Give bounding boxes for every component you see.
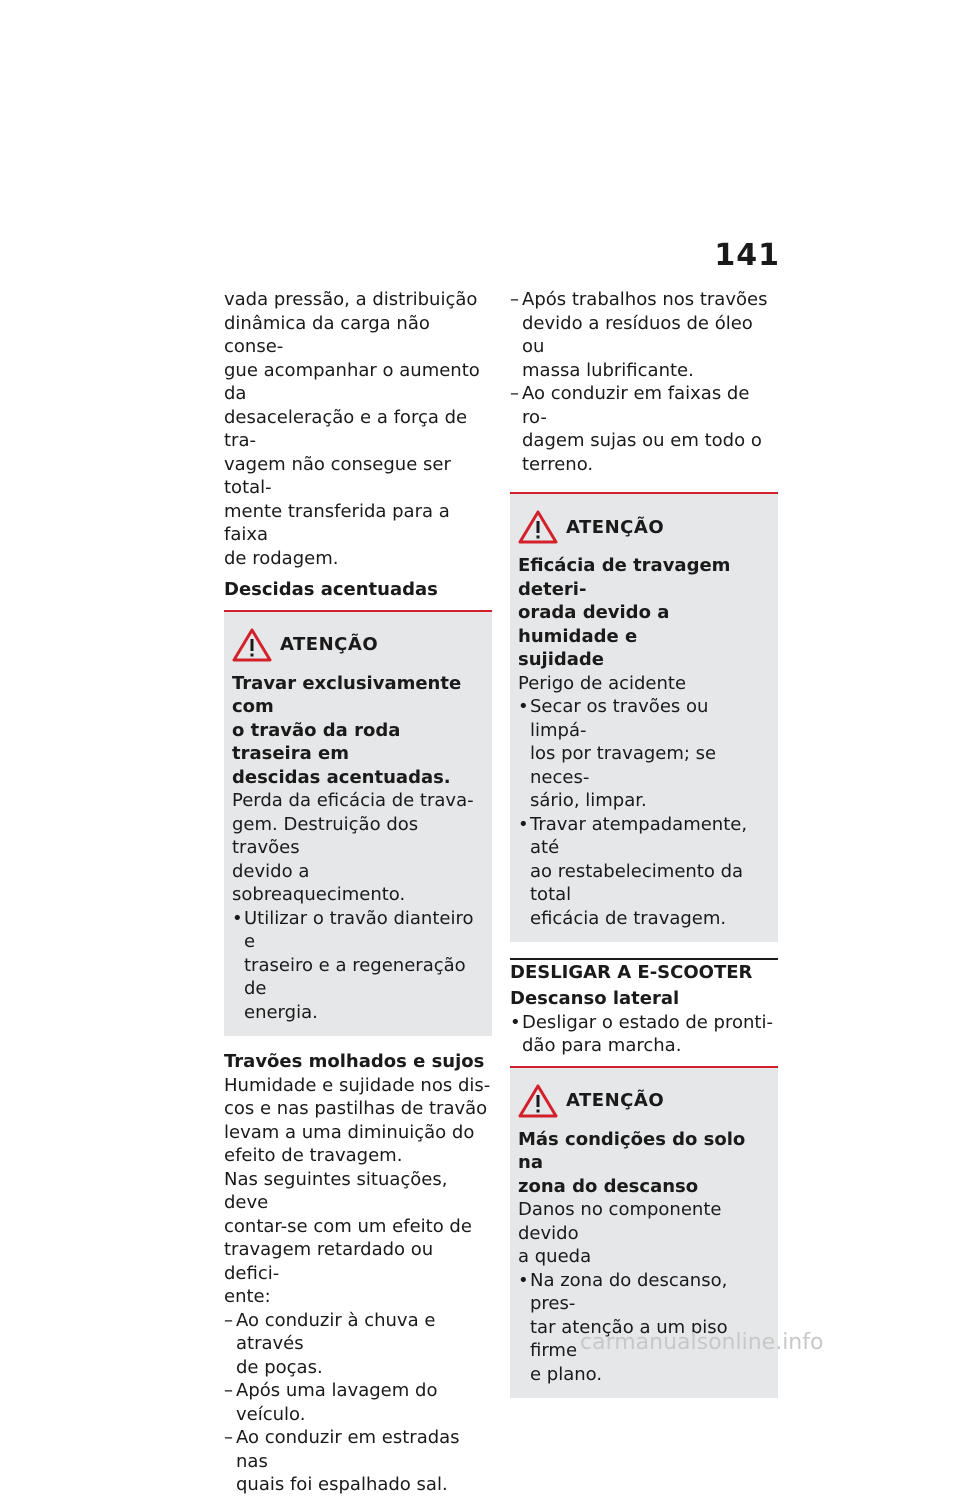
heading-descanso: Descanso lateral bbox=[510, 988, 680, 1009]
dash-item bbox=[224, 1309, 492, 1380]
warning-strong-line: Travar exclusivamente com bbox=[232, 672, 462, 717]
intro-line: de rodagem. bbox=[224, 547, 339, 569]
dash-item bbox=[510, 288, 778, 382]
bullet-mark: • bbox=[232, 907, 243, 929]
heading-descidas: Descidas acentuadas bbox=[224, 579, 438, 600]
dash-mark: – bbox=[510, 289, 519, 310]
warning-strong-line: Eficácia de travagem deteri- bbox=[518, 555, 731, 600]
bullet-line: tar atenção a um piso firme bbox=[530, 1316, 728, 1361]
dash-line: Após trabalhos nos travões bbox=[522, 289, 768, 310]
text-line: contar-se com um efeito de bbox=[224, 1215, 472, 1237]
intro-line: mente transferida para a faixa bbox=[224, 500, 450, 545]
bullet-item bbox=[510, 1011, 778, 1058]
bullet-line: Travar atempadamente, até bbox=[530, 813, 748, 858]
bullet-mark: • bbox=[518, 813, 529, 835]
bullet-line: los por travagem; se neces- bbox=[530, 743, 717, 788]
bullet-item bbox=[518, 813, 770, 931]
dash-mark: – bbox=[224, 1427, 233, 1448]
dash-line: Após uma lavagem do veículo. bbox=[236, 1380, 438, 1425]
dash-item bbox=[224, 1426, 492, 1497]
warning-header bbox=[518, 1084, 770, 1118]
bullet-item bbox=[232, 907, 484, 1025]
intro-line: dinâmica da carga não conse- bbox=[224, 312, 430, 357]
intro-line: desaceleração e a força de tra- bbox=[224, 406, 468, 451]
warning-title: ATENÇÃO bbox=[280, 634, 379, 655]
dash-line: Ao conduzir em estradas nas bbox=[236, 1427, 460, 1472]
dash-line: de poças. bbox=[236, 1356, 323, 1378]
intro-line: vada pressão, a distribuição bbox=[224, 289, 478, 310]
page-number: 141 bbox=[714, 238, 780, 273]
warning-title: ATENÇÃO bbox=[566, 516, 665, 538]
bullet-mark: • bbox=[518, 696, 529, 717]
bullet-item bbox=[518, 1269, 770, 1387]
text-line: Humidade e sujidade nos dis- bbox=[224, 1074, 491, 1096]
bullet-line: Na zona do descanso, pres- bbox=[530, 1269, 728, 1314]
warning-title: ATENÇÃO bbox=[566, 1090, 665, 1111]
warning-triangle-icon bbox=[232, 628, 272, 662]
bullet-mark: • bbox=[518, 1269, 529, 1291]
dash-mark: – bbox=[224, 1309, 233, 1331]
warning-strong-line: o travão da roda traseira em bbox=[232, 719, 401, 764]
dash-mark: – bbox=[224, 1380, 233, 1401]
warning-box-descidas bbox=[224, 610, 492, 1037]
text-line: Nas seguintes situações, deve bbox=[224, 1168, 448, 1213]
bullet-line: eficácia de travagem. bbox=[530, 907, 727, 929]
dash-item bbox=[510, 382, 778, 476]
warning-strong-line: orada devido a humidade e bbox=[518, 602, 670, 647]
bullet-line: Secar os travões ou limpá- bbox=[530, 696, 709, 741]
dash-item bbox=[224, 1379, 492, 1426]
warning-header bbox=[518, 510, 770, 544]
dash-line: devido a resíduos de óleo ou bbox=[522, 312, 753, 357]
warning-text-line: gem. Destruição dos travões bbox=[232, 813, 419, 858]
section-title: DESLIGAR A E-SCOOTER bbox=[510, 958, 778, 983]
watermark: carmanualsonline.info bbox=[580, 1330, 824, 1355]
warning-triangle-icon bbox=[518, 510, 558, 544]
text-line: levam a uma diminuição do bbox=[224, 1121, 475, 1143]
warning-box-eficacia bbox=[510, 492, 778, 942]
bullet-line: e plano. bbox=[530, 1363, 603, 1385]
intro-line: vagem não consegue ser total- bbox=[224, 453, 451, 498]
text-line: efeito de travagem. bbox=[224, 1145, 403, 1166]
text-line: travagem retardado ou defici- bbox=[224, 1239, 434, 1284]
bullet-line: Utilizar o travão dianteiro e bbox=[244, 907, 474, 952]
dash-mark: – bbox=[510, 383, 519, 404]
warning-strong-line: sujidade bbox=[518, 649, 604, 670]
bullet-line: dão para marcha. bbox=[522, 1035, 682, 1056]
dash-line: Ao conduzir à chuva e através bbox=[236, 1309, 436, 1354]
warning-text-line: Perigo de acidente bbox=[518, 672, 687, 694]
warning-text-line: a queda bbox=[518, 1246, 592, 1267]
right-column bbox=[510, 288, 778, 1412]
warning-strong-line: Más condições do solo na bbox=[518, 1128, 746, 1173]
dash-line: dagem sujas ou em todo o bbox=[522, 430, 762, 451]
dash-line: quais foi espalhado sal. bbox=[236, 1474, 448, 1495]
warning-text-line: devido a sobreaquecimento. bbox=[232, 860, 406, 905]
warning-text-line: Danos no componente devido bbox=[518, 1199, 722, 1244]
text-line: cos e nas pastilhas de travão bbox=[224, 1098, 488, 1119]
bullet-line: Desligar o estado de pronti- bbox=[522, 1011, 773, 1033]
bullet-line: energia. bbox=[244, 1001, 318, 1023]
intro-line: gue acompanhar o aumento da bbox=[224, 359, 480, 404]
bullet-line: ao restabelecimento da total bbox=[530, 860, 744, 905]
text-line: ente: bbox=[224, 1286, 271, 1307]
bullet-line: traseiro e a regeneração de bbox=[244, 954, 466, 999]
dash-line: Ao conduzir em faixas de ro- bbox=[522, 383, 750, 428]
heading-travoes: Travões molhados e sujos bbox=[224, 1051, 485, 1072]
warning-strong-line: zona do descanso bbox=[518, 1175, 699, 1197]
left-column bbox=[224, 288, 492, 1497]
warning-strong-line: descidas acentuadas. bbox=[232, 766, 451, 788]
bullet-item bbox=[518, 695, 770, 813]
warning-triangle-icon bbox=[518, 1084, 558, 1118]
warning-text-line: Perda da eficácia de trava- bbox=[232, 790, 474, 811]
bullet-mark: • bbox=[510, 1011, 521, 1033]
dash-line: massa lubrificante. bbox=[522, 359, 694, 381]
dash-line: terreno. bbox=[522, 453, 594, 475]
bullet-line: sário, limpar. bbox=[530, 790, 647, 811]
warning-header bbox=[232, 628, 484, 662]
